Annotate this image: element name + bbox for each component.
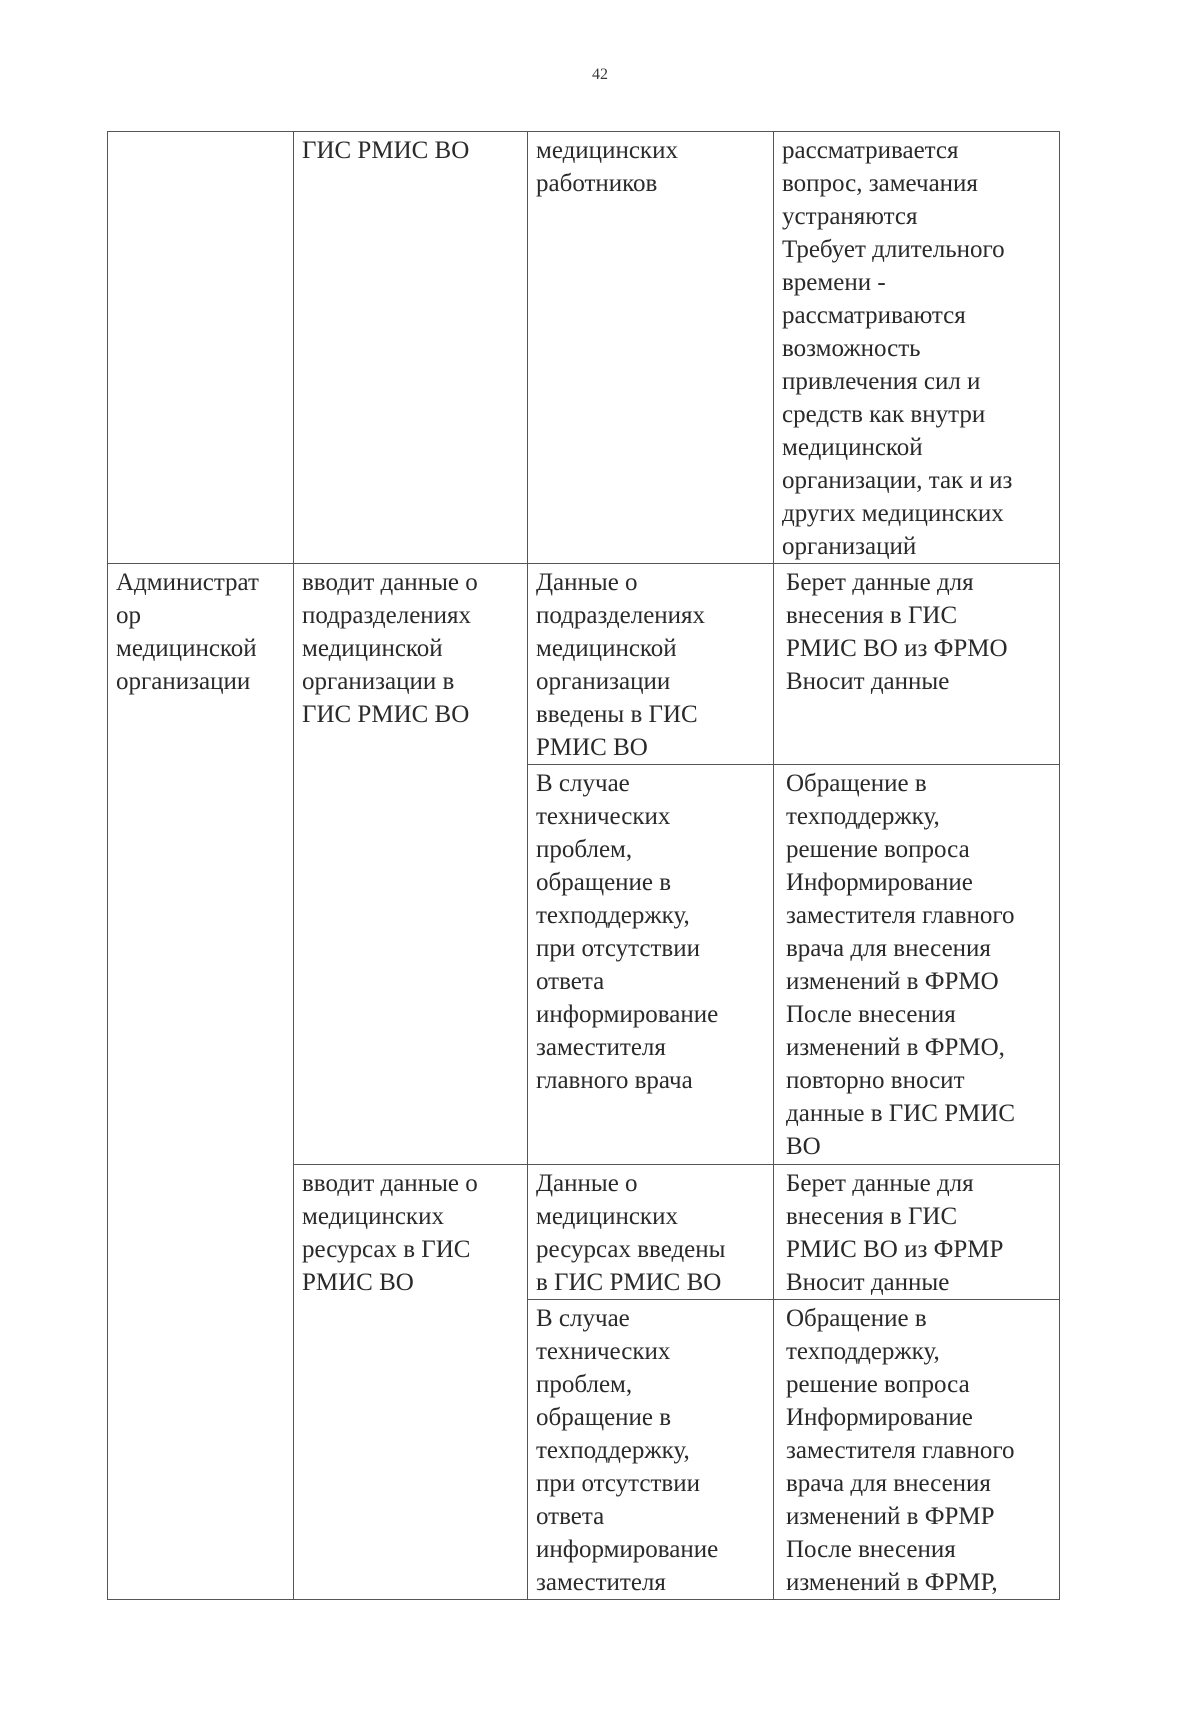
cell-text-line: заместителя: [536, 1034, 666, 1061]
cell-text-line: Берет данные для: [786, 1170, 974, 1197]
table-row: [108, 132, 1060, 564]
action-cell: [294, 564, 528, 1165]
cell-text-line: заместителя главного: [786, 1437, 1015, 1464]
cell-text-line: врача для внесения: [786, 935, 991, 962]
cell-text-line: изменений в ФРМР: [786, 1503, 995, 1530]
cell-text-line: вводит данные о: [302, 569, 478, 596]
cell-text-line: устраняются: [782, 203, 918, 230]
role-cell: [108, 132, 294, 564]
cell-text-line: информирование: [536, 1001, 719, 1028]
cell-text-line: рассматривается: [782, 137, 959, 164]
cell-text-line: В случае: [536, 1305, 630, 1332]
cell-text-line: заместителя главного: [786, 902, 1015, 929]
cell-text-line: Берет данные для: [786, 569, 974, 596]
cell-text-line: при отсутствии: [536, 935, 700, 962]
action-cell: [294, 132, 528, 564]
cell-text-line: медицинской: [782, 434, 923, 461]
cell-text-line: организации, так и из: [782, 467, 1013, 494]
role-cell: [108, 564, 294, 1600]
cell-text-line: внесения в ГИС: [786, 602, 958, 629]
cell-text-line: технических: [536, 803, 671, 830]
cell-text-line: подразделениях: [536, 602, 706, 629]
cell-text-line: Требует длительного: [782, 236, 1005, 263]
process-table: [107, 131, 1060, 1600]
cell-text-line: вопрос, замечания: [782, 170, 978, 197]
page-number: 42: [592, 66, 608, 83]
cell-text-line: обращение в: [536, 1404, 672, 1431]
cell-text-line: техподдержку,: [786, 803, 940, 830]
cell-text-line: изменений в ФРМО: [786, 968, 999, 995]
cell-text-line: Данные о: [536, 569, 638, 596]
cell-text-line: ВО: [786, 1133, 821, 1160]
cell-text-line: ответа: [536, 1503, 605, 1530]
cell-text-line: организаций: [782, 533, 917, 560]
cell-text-line: привлечения сил и: [782, 368, 981, 395]
cell-text-line: изменений в ФРМР,: [786, 1569, 998, 1596]
cell-text-line: организации в: [302, 668, 455, 695]
cell-text-line: РМИС ВО: [302, 1269, 414, 1296]
cell-text-line: изменений в ФРМО,: [786, 1034, 1005, 1061]
cell-text-line: техподдержку,: [536, 1437, 690, 1464]
cell-text-line: данные в ГИС РМИС: [786, 1100, 1016, 1127]
action-cell: [294, 1165, 528, 1600]
cell-text-line: врача для внесения: [786, 1470, 991, 1497]
cell-text-line: В случае: [536, 770, 630, 797]
cell-text-line: средств как внутри: [782, 401, 986, 428]
cell-text-line: После внесения: [786, 1536, 956, 1563]
note-cell: [774, 1165, 1060, 1300]
cell-text-line: подразделениях: [302, 602, 472, 629]
cell-text-line: ор: [116, 602, 141, 629]
cell-text-line: обращение в: [536, 869, 672, 896]
cell-text-line: внесения в ГИС: [786, 1203, 958, 1230]
cell-text-line: решение вопроса: [786, 1371, 970, 1398]
cell-text-line: в ГИС РМИС ВО: [536, 1269, 722, 1296]
cell-text-line: рассматриваются: [782, 302, 966, 329]
note-cell: [774, 564, 1060, 765]
cell-text-line: проблем,: [536, 1371, 633, 1398]
note-cell: [774, 765, 1060, 1165]
cell-text-line: медицинской: [536, 635, 677, 662]
cell-text-line: ГИС РМИС ВО: [302, 701, 470, 728]
cell-text-line: технических: [536, 1338, 671, 1365]
cell-text-line: медицинских: [536, 137, 678, 164]
result-cell: [528, 132, 774, 564]
cell-text-line: техподдержку,: [786, 1338, 940, 1365]
cell-text-line: организации: [536, 668, 671, 695]
cell-text-line: ответа: [536, 968, 605, 995]
result-cell: [528, 1165, 774, 1300]
cell-text-line: Обращение в: [786, 1305, 927, 1332]
cell-text-line: других медицинских: [782, 500, 1004, 527]
result-cell: [528, 765, 774, 1165]
cell-text-line: введены в ГИС: [536, 701, 698, 728]
cell-text-line: медицинской: [116, 635, 257, 662]
cell-text-line: ресурсах в ГИС: [302, 1236, 471, 1263]
note-cell: [774, 1300, 1060, 1600]
cell-text-line: организации: [116, 668, 251, 695]
cell-text-line: Данные о: [536, 1170, 638, 1197]
cell-text-line: медицинской: [302, 635, 443, 662]
cell-text-line: После внесения: [786, 1001, 956, 1028]
cell-text-line: ГИС РМИС ВО: [302, 137, 470, 164]
cell-text-line: работников: [536, 170, 658, 197]
cell-text-line: времени -: [782, 269, 886, 296]
table-row: [108, 564, 1060, 765]
cell-text-line: решение вопроса: [786, 836, 970, 863]
cell-text-line: Информирование: [786, 869, 973, 896]
cell-text-line: повторно вносит: [786, 1067, 965, 1094]
cell-text-line: Информирование: [786, 1404, 973, 1431]
cell-text-line: РМИС ВО из ФРМР: [786, 1236, 1004, 1263]
cell-text-line: проблем,: [536, 836, 633, 863]
note-cell: [774, 132, 1060, 564]
cell-text-line: возможность: [782, 335, 921, 362]
result-cell: [528, 1300, 774, 1600]
result-cell: [528, 564, 774, 765]
cell-text-line: Вносит данные: [786, 668, 950, 695]
cell-text-line: информирование: [536, 1536, 719, 1563]
cell-text-line: медицинских: [302, 1203, 444, 1230]
cell-text-line: медицинских: [536, 1203, 678, 1230]
cell-text-line: заместителя: [536, 1569, 666, 1596]
cell-text-line: Администрат: [116, 569, 259, 596]
cell-text-line: РМИС ВО из ФРМО: [786, 635, 1008, 662]
cell-text-line: Обращение в: [786, 770, 927, 797]
cell-text-line: при отсутствии: [536, 1470, 700, 1497]
cell-text-line: Вносит данные: [786, 1269, 950, 1296]
cell-text-line: РМИС ВО: [536, 734, 648, 761]
cell-text-line: вводит данные о: [302, 1170, 478, 1197]
cell-text-line: главного врача: [536, 1067, 693, 1094]
cell-text-line: техподдержку,: [536, 902, 690, 929]
cell-text-line: ресурсах введены: [536, 1236, 726, 1263]
